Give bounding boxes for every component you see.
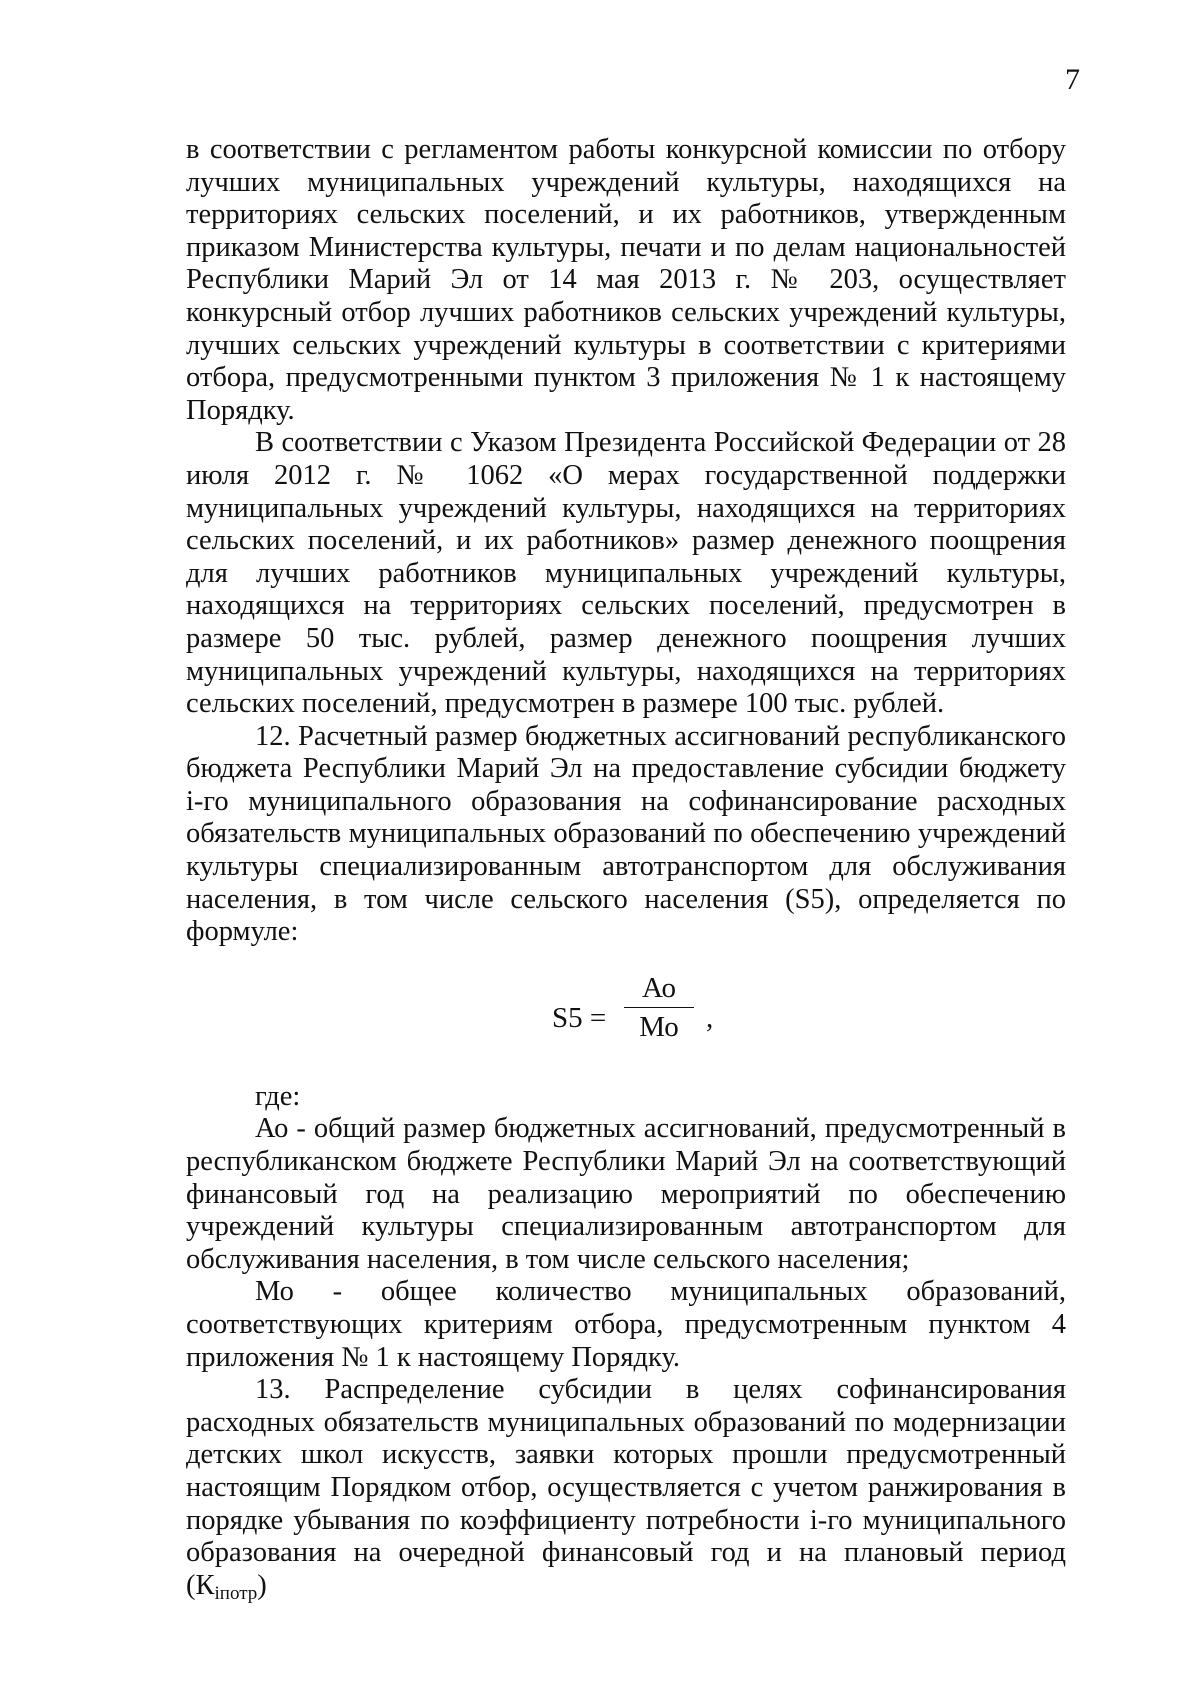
paragraph-item-13-tail: ) [257,1569,267,1601]
formula-fraction [624,971,694,1044]
paragraph-item-13-text: 13. Распределение субсидии в целях софинансирования расходных обязательств муниципальных образований по модернизации детских школ искусств, заявки которых прошли предусмотренный настоящим Порядком отбор, осуществляется с учетом ранжирования в порядке убывания по коэффициенту потребности i-го муниципального образования на очередной финансовый год и на плановый период (К [186,1374,1066,1601]
coefficient-subscript: iпотр [214,1582,258,1604]
formula-comma: , [706,1001,714,1034]
paragraph-presidential-decree: В соответствии с Указом Президента Российской Федерации от 28 июля 2012 г. № 1062 «О мерах государственной поддержки муниципальных учреждений культуры, находящихся на территориях сельских поселений, и их работников» размер денежного поощрения для лучших работников муниципальных учреждений культуры, находящихся на территориях сельских поселений, предусмотрен в размере 50 тыс. рублей, размер денежного поощрения лучших муниципальных учреждений культуры, находящихся на территориях сельских поселений, предусмотрен в размере 100 тыс. рублей. [186,427,1066,720]
paragraph-where: где: [255,1080,301,1112]
paragraph-mo-definition: Мо - общее количество муниципальных образований, соответствующих критериям отбора, предусмотренным пунктом 4 приложения № 1 к настоящему Порядку. [186,1276,1066,1373]
paragraph-commission-selection: в соответствии с регламентом работы конкурсной комиссии по отбору лучших муниципальных учреждений культуры, находящихся на территориях сельских поселений, и их работников, утвержденным приказом Министерства культуры, печати и по делам национальностей Республики Марий Эл от 14 мая 2013 г. № 203, осуществляет конкурсный отбор лучших работников сельских учреждений культуры, лучших сельских учреждений культуры в соответствии с критериями отбора, предусмотренными пунктом 3 приложения № 1 к настоящему Порядку. [186,134,1066,426]
document-body [186,134,1066,1610]
formula-denominator: Мо [639,1010,679,1043]
page-number: 7 [1065,63,1080,96]
formula-numerator: Ао [624,971,694,1008]
paragraph-item-13 [186,1374,1066,1610]
formula-s5 [186,949,1066,1081]
paragraph-item-12: 12. Расчетный размер бюджетных ассигнований республиканского бюджета Республики Марий Эл на предоставление субсидии бюджету i-го муниципального образования на софинансирование расходных обязательств муниципальных образований по обеспечению учреждений культуры специализированным автотранспортом для обслуживания населения, в том числе сельского населения (S5), определяется по формуле: [186,720,1066,948]
paragraph-ao-definition: Ао - общий размер бюджетных ассигнований, предусмотренный в республиканском бюджете Республики Марий Эл на соответствующий финансовый год на реализацию мероприятий по обеспечению учреждений культуры специализированным автотранспортом для обслуживания населения, в том числе сельского населения; [186,1113,1066,1275]
formula-lhs: S5 = [552,1001,607,1034]
